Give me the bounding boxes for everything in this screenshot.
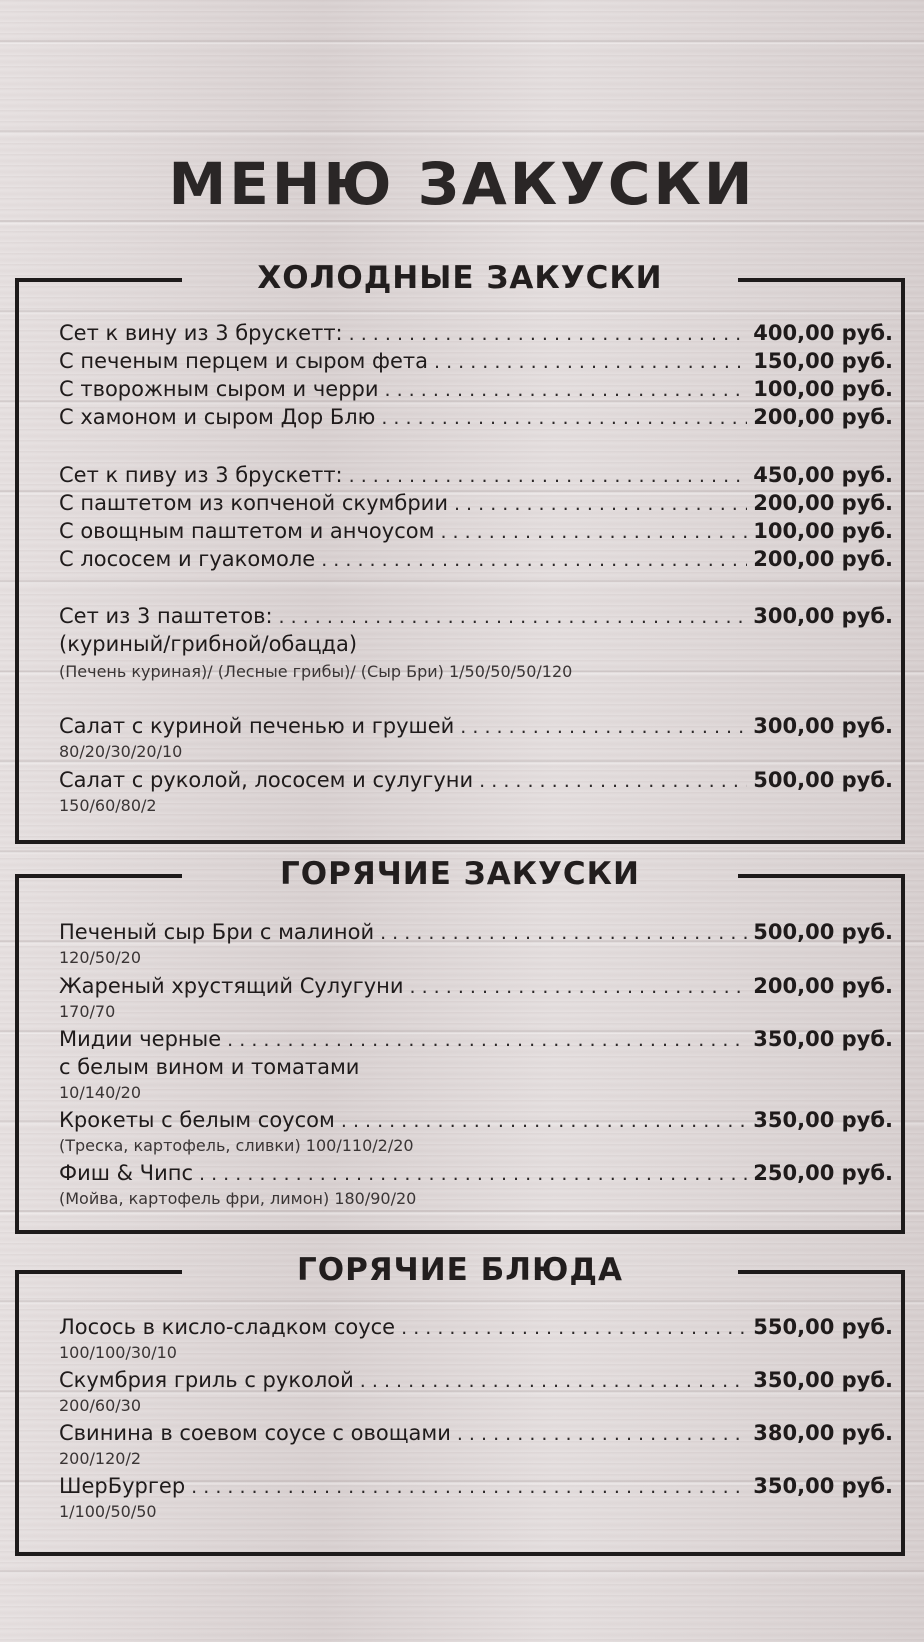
leader-dots xyxy=(360,1367,748,1395)
item-price: 350,00 руб. xyxy=(753,1368,893,1392)
item-name: Жареный хрустящий Сулугуни xyxy=(59,974,404,998)
leader-dots xyxy=(454,490,747,518)
menu-item xyxy=(59,517,893,545)
leader-dots xyxy=(460,713,747,741)
item-price: 200,00 руб. xyxy=(753,974,893,998)
leader-dots xyxy=(227,1026,747,1054)
item-name: С хамоном и сыром Дор Блю xyxy=(59,405,376,429)
item-name: С печеным перцем и сыром фета xyxy=(59,349,428,373)
menu-item xyxy=(59,545,893,573)
leader-dots xyxy=(434,348,747,376)
item-price: 100,00 руб. xyxy=(753,519,893,543)
leader-dots xyxy=(410,973,748,1001)
item-price: 550,00 руб. xyxy=(753,1315,893,1339)
item-name: Сет из 3 паштетов: xyxy=(59,604,273,628)
item-name: Сет к вину из 3 брускетт: xyxy=(59,321,343,345)
menu-item xyxy=(59,1106,893,1134)
item-note: 100/100/30/10 xyxy=(59,1343,177,1362)
menu-item xyxy=(59,1366,893,1394)
item-name: Сет к пиву из 3 брускетт: xyxy=(59,463,343,487)
item-note: 1/100/50/50 xyxy=(59,1502,157,1521)
leader-dots xyxy=(479,767,747,795)
item-note: 200/60/30 xyxy=(59,1396,142,1415)
item-name-continued: с белым вином и томатами xyxy=(59,1055,360,1079)
item-price: 450,00 руб. xyxy=(753,463,893,487)
item-name-continued: (куриный/грибной/обацда) xyxy=(59,632,358,656)
menu-item xyxy=(59,489,893,517)
item-name: С лососем и гуакомоле xyxy=(59,547,316,571)
item-name: Крокеты с белым соусом xyxy=(59,1108,335,1132)
item-price: 350,00 руб. xyxy=(753,1027,893,1051)
item-note: (Печень куриная)/ (Лесные грибы)/ (Сыр Бри) 1/50/50/50/120 xyxy=(59,662,573,681)
leader-dots xyxy=(457,1420,747,1448)
item-price: 350,00 руб. xyxy=(753,1108,893,1132)
menu-item xyxy=(59,319,893,347)
leader-dots xyxy=(381,404,747,432)
leader-dots xyxy=(341,1107,747,1135)
item-note: 80/20/30/20/10 xyxy=(59,742,183,761)
item-note: (Треска, картофель, сливки) 100/110/2/20 xyxy=(59,1136,414,1155)
item-price: 500,00 руб. xyxy=(753,920,893,944)
menu-item xyxy=(59,375,893,403)
section-heading: ГОРЯЧИЕ ЗАКУСКИ xyxy=(280,856,640,892)
section-heading: ГОРЯЧИЕ БЛЮДА xyxy=(296,1252,624,1288)
menu-item xyxy=(59,1159,893,1187)
item-name: Салат с куриной печенью и грушей xyxy=(59,714,455,738)
leader-dots xyxy=(440,518,747,546)
leader-dots xyxy=(349,462,748,490)
leader-dots xyxy=(401,1314,747,1342)
leader-dots xyxy=(199,1160,747,1188)
leader-dots xyxy=(349,320,748,348)
leader-dots xyxy=(380,919,747,947)
menu-item xyxy=(59,712,893,740)
item-name: Скумбрия гриль с руколой xyxy=(59,1368,354,1392)
item-price: 250,00 руб. xyxy=(753,1161,893,1185)
section-hot-dishes xyxy=(15,1252,905,1556)
item-price: 500,00 руб. xyxy=(753,768,893,792)
item-note: 150/60/80/2 xyxy=(59,796,157,815)
menu-item xyxy=(59,766,893,794)
item-note: 200/120/2 xyxy=(59,1449,142,1468)
menu-title: МЕНЮ ЗАКУСКИ xyxy=(168,150,756,218)
menu-item xyxy=(59,1313,893,1341)
item-name: Свинина в соевом соусе с овощами xyxy=(59,1421,451,1445)
item-name: Фиш & Чипс xyxy=(59,1161,193,1185)
item-price: 200,00 руб. xyxy=(753,547,893,571)
item-price: 100,00 руб. xyxy=(753,377,893,401)
leader-dots xyxy=(385,376,748,404)
item-name: Лосось в кисло-сладком соусе xyxy=(59,1315,396,1339)
item-note: 10/140/20 xyxy=(59,1083,142,1102)
item-name: Мидии черные xyxy=(59,1027,222,1051)
menu-item xyxy=(59,461,893,489)
item-price: 400,00 руб. xyxy=(753,321,893,345)
menu-item xyxy=(59,972,893,1000)
leader-dots xyxy=(279,603,748,631)
item-name: Печеный сыр Бри с малиной xyxy=(59,920,375,944)
menu-item xyxy=(59,1025,893,1053)
item-price: 380,00 руб. xyxy=(753,1421,893,1445)
item-price: 350,00 руб. xyxy=(753,1474,893,1498)
item-price: 300,00 руб. xyxy=(753,604,893,628)
menu-item xyxy=(59,1472,893,1500)
menu-item xyxy=(59,403,893,431)
menu-item xyxy=(59,602,893,630)
leader-dots xyxy=(321,546,747,574)
item-name: С овощным паштетом и анчоусом xyxy=(59,519,435,543)
item-price: 200,00 руб. xyxy=(753,491,893,515)
item-name: С творожным сыром и черри xyxy=(59,377,379,401)
item-price: 300,00 руб. xyxy=(753,714,893,738)
item-note: 120/50/20 xyxy=(59,948,142,967)
item-name: ШерБургер xyxy=(59,1474,186,1498)
section-hot-appetizers xyxy=(15,856,905,1234)
item-price: 200,00 руб. xyxy=(753,405,893,429)
item-price: 150,00 руб. xyxy=(753,349,893,373)
section-heading: ХОЛОДНЫЕ ЗАКУСКИ xyxy=(257,260,663,296)
item-name: Салат с руколой, лососем и сулугуни xyxy=(59,768,474,792)
menu-item xyxy=(59,918,893,946)
item-note: 170/70 xyxy=(59,1002,116,1021)
item-name: С паштетом из копченой скумбрии xyxy=(59,491,448,515)
item-note: (Мойва, картофель фри, лимон) 180/90/20 xyxy=(59,1189,417,1208)
menu-item xyxy=(59,347,893,375)
section-cold-appetizers xyxy=(15,260,905,844)
leader-dots xyxy=(191,1473,747,1501)
menu-item xyxy=(59,1419,893,1447)
